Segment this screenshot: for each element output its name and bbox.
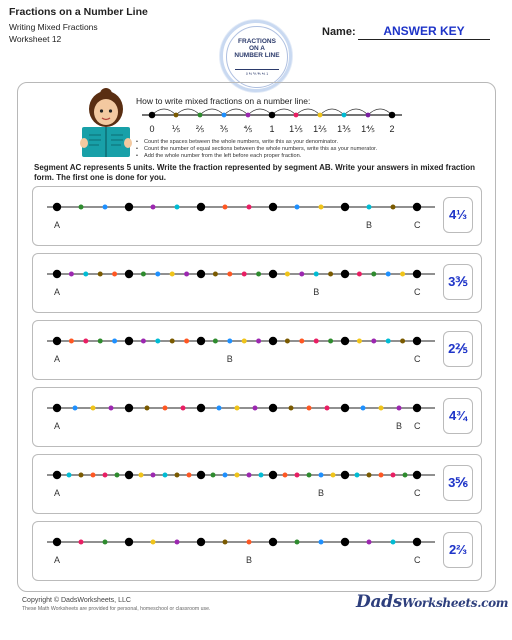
example-dot: [389, 112, 396, 119]
whole-number-dot: [413, 203, 421, 211]
fraction-dot: [163, 406, 168, 411]
whole-number-dot: [197, 270, 205, 278]
problem-prompt: Segment AC represents 5 units. Write the fraction represented by segment AB. Write your answers in mixed fraction form. The first one is done for you.: [34, 163, 475, 182]
fraction-dot: [73, 406, 78, 411]
fraction-dot: [112, 339, 117, 344]
whole-number-dot: [269, 270, 277, 278]
fraction-dot: [391, 540, 396, 545]
fraction-dot: [295, 540, 300, 545]
example-number-line: [140, 103, 420, 139]
fraction-dot: [223, 473, 228, 478]
problem-row: [32, 454, 482, 514]
girl-reading-illustration: [78, 87, 134, 159]
example-tick-label: 1⅘: [361, 124, 375, 134]
fraction-dot: [307, 473, 312, 478]
whole-number-dot: [125, 471, 133, 479]
whole-number-dot: [341, 337, 349, 345]
answer-box[interactable]: 2⅖: [443, 331, 473, 367]
fraction-dot: [379, 406, 384, 411]
fraction-dot: [79, 473, 84, 478]
fraction-dot: [163, 473, 168, 478]
problem-row: [32, 320, 482, 380]
worksheet-number: Worksheet 12: [9, 34, 62, 44]
point-label-c: C: [414, 220, 421, 230]
example-tick-label: ⅗: [219, 124, 229, 134]
example-tick-label: 0: [149, 124, 155, 134]
fraction-dot: [170, 272, 175, 277]
whole-number-dot: [53, 404, 61, 412]
fraction-dot: [319, 473, 324, 478]
fraction-dot: [247, 540, 252, 545]
fraction-dot: [319, 205, 324, 210]
example-arc: [344, 109, 368, 115]
example-arc: [152, 109, 176, 115]
whole-number-dot: [197, 337, 205, 345]
fraction-dot: [155, 339, 160, 344]
whole-number-dot: [413, 337, 421, 345]
whole-number-dot: [125, 538, 133, 546]
whole-number-dot: [125, 270, 133, 278]
problem-number-line: [33, 321, 481, 379]
fraction-dot: [355, 473, 360, 478]
point-label-c: C: [414, 354, 421, 364]
fraction-dot: [98, 272, 103, 277]
fraction-dot: [184, 272, 189, 277]
fraction-dot: [235, 473, 240, 478]
whole-number-dot: [125, 404, 133, 412]
example-arc: [176, 109, 200, 115]
example-arc: [368, 109, 392, 115]
problem-row: [32, 521, 482, 581]
fraction-dot: [103, 540, 108, 545]
fraction-dot: [103, 205, 108, 210]
whole-number-dot: [413, 404, 421, 412]
whole-number-dot: [341, 203, 349, 211]
problem-row: [32, 186, 482, 246]
logo-ticks: 0 ⅕ ⅖ ⅗ ⅘ 1: [245, 72, 269, 76]
fraction-dot: [83, 272, 88, 277]
fraction-dot: [211, 473, 216, 478]
example-dot: [342, 113, 347, 118]
whole-number-dot: [341, 270, 349, 278]
whole-number-dot: [197, 203, 205, 211]
fraction-dot: [331, 473, 336, 478]
fraction-dot: [83, 339, 88, 344]
fraction-dot: [112, 272, 117, 277]
point-label-a: A: [54, 287, 61, 297]
whole-number-dot: [413, 270, 421, 278]
fraction-dot: [400, 339, 405, 344]
example-arc: [200, 109, 224, 115]
whole-number-dot: [197, 404, 205, 412]
whole-number-dot: [341, 471, 349, 479]
whole-number-dot: [413, 471, 421, 479]
whole-number-dot: [197, 538, 205, 546]
example-tick-label: ⅕: [171, 124, 181, 134]
point-label-a: A: [54, 421, 61, 431]
fraction-dot: [91, 473, 96, 478]
point-label-a: A: [54, 488, 61, 498]
whole-number-dot: [53, 203, 61, 211]
fraction-dot: [295, 473, 300, 478]
fraction-dot: [299, 272, 304, 277]
fraction-dot: [223, 540, 228, 545]
example-arc: [320, 109, 344, 115]
example-arc: [296, 109, 320, 115]
fraction-dot: [145, 406, 150, 411]
example-arc: [248, 109, 272, 115]
copyright-text: Copyright © DadsWorksheets, LLC: [22, 597, 131, 604]
fraction-dot: [319, 540, 324, 545]
problem-row: [32, 253, 482, 313]
example-tick-label: ⅘: [243, 124, 253, 134]
example-dot: [198, 113, 203, 118]
answer-box[interactable]: 4¾: [443, 398, 473, 434]
fraction-dot: [253, 406, 258, 411]
fraction-dot: [187, 473, 192, 478]
fraction-dot: [115, 473, 120, 478]
fraction-dot: [109, 406, 114, 411]
problem-number-line: [33, 187, 481, 245]
point-label-a: A: [54, 555, 61, 565]
fraction-dot: [213, 272, 218, 277]
problem-number-line: [33, 388, 481, 446]
whole-number-dot: [53, 471, 61, 479]
answer-box[interactable]: 3⅚: [443, 465, 473, 501]
fraction-dot: [256, 339, 261, 344]
example-tick-label: 1: [269, 124, 275, 134]
usage-note: These Math Worksheets are provided for personal, homeschool or classroom use.: [22, 606, 211, 612]
whole-number-dot: [413, 538, 421, 546]
example-tick-label: 1⅗: [337, 124, 351, 134]
name-field[interactable]: ANSWER KEY: [358, 24, 490, 40]
fraction-dot: [67, 473, 72, 478]
point-label-b: B: [313, 287, 320, 297]
answer-box[interactable]: 3⅗: [443, 264, 473, 300]
fraction-dot: [91, 406, 96, 411]
problem-row: [32, 387, 482, 447]
example-tick-label: 1⅕: [289, 124, 303, 134]
fraction-dot: [175, 540, 180, 545]
fraction-dot: [283, 473, 288, 478]
fraction-dot: [325, 406, 330, 411]
instruction-bullet: • Add the whole number from the left before each proper fraction.: [136, 153, 377, 160]
example-dot: [294, 113, 299, 118]
fraction-dot: [235, 406, 240, 411]
whole-number-dot: [269, 538, 277, 546]
fraction-dot: [314, 339, 319, 344]
problem-number-line: [33, 522, 481, 580]
point-label-b: B: [318, 488, 325, 498]
whole-number-dot: [341, 538, 349, 546]
worksheet-subtitle: Writing Mixed Fractions: [9, 22, 98, 32]
whole-number-dot: [269, 203, 277, 211]
fraction-dot: [295, 205, 300, 210]
answer-box[interactable]: 2⅔: [443, 532, 473, 568]
logo-text: FRACTIONS ON A NUMBER LINE: [234, 38, 280, 59]
fraction-dot: [357, 272, 362, 277]
fraction-dot: [227, 339, 232, 344]
instruction-bullet: • Count the spaces between the whole numbers, write this as your denominator.: [136, 139, 377, 146]
whole-number-dot: [53, 337, 61, 345]
fraction-dot: [371, 339, 376, 344]
fraction-dot: [328, 339, 333, 344]
whole-number-dot: [125, 203, 133, 211]
fraction-dot: [299, 339, 304, 344]
fraction-dot: [386, 272, 391, 277]
fraction-dot: [170, 339, 175, 344]
example-dot: [149, 112, 156, 119]
point-label-b: B: [365, 220, 372, 230]
point-label-c: C: [414, 421, 421, 431]
fraction-dot: [367, 205, 372, 210]
fraction-dot: [397, 406, 402, 411]
point-label-b: B: [246, 555, 253, 565]
fraction-dot: [386, 339, 391, 344]
fraction-dot: [141, 272, 146, 277]
whole-number-dot: [269, 337, 277, 345]
whole-number-dot: [197, 471, 205, 479]
point-label-a: A: [54, 354, 61, 364]
fraction-dot: [256, 272, 261, 277]
point-label-c: C: [414, 287, 421, 297]
example-dot: [174, 113, 179, 118]
fraction-dot: [247, 473, 252, 478]
fraction-dot: [141, 339, 146, 344]
fraction-dot: [328, 272, 333, 277]
whole-number-dot: [53, 538, 61, 546]
brand-logo: DadsWorksheets.com: [356, 592, 509, 612]
fraction-dot: [184, 339, 189, 344]
fraction-dot: [379, 473, 384, 478]
problem-number-line: [33, 455, 481, 513]
example-dot: [246, 113, 251, 118]
point-label-c: C: [414, 555, 421, 565]
problem-number-line: [33, 254, 481, 312]
fraction-dot: [285, 339, 290, 344]
fraction-dot: [151, 473, 156, 478]
fraction-dot: [285, 272, 290, 277]
whole-number-dot: [269, 471, 277, 479]
instruction-bullet: • Count the number of equal sections between the whole numbers, write this as your numerator.: [136, 146, 377, 153]
fraction-dot: [217, 406, 222, 411]
fraction-dot: [151, 205, 156, 210]
fraction-dot: [361, 406, 366, 411]
fraction-dot: [400, 272, 405, 277]
point-label-b: B: [226, 354, 233, 364]
name-label: Name:: [322, 26, 356, 38]
fraction-dot: [213, 339, 218, 344]
fraction-dot: [242, 339, 247, 344]
worksheet-title: Fractions on a Number Line: [9, 6, 148, 18]
fraction-dot: [391, 205, 396, 210]
example-tick-label: ⅖: [195, 124, 205, 134]
example-arc: [224, 109, 248, 115]
fraction-dot: [357, 339, 362, 344]
fraction-dot: [98, 339, 103, 344]
fraction-dot: [367, 540, 372, 545]
fraction-dot: [307, 406, 312, 411]
fraction-dot: [259, 473, 264, 478]
fraction-dot: [247, 205, 252, 210]
point-label-b: B: [396, 421, 403, 431]
fraction-dot: [227, 272, 232, 277]
example-tick-label: 2: [389, 124, 395, 134]
fraction-dot: [403, 473, 408, 478]
point-label-a: A: [54, 220, 61, 230]
point-label-c: C: [414, 488, 421, 498]
example-arc: [272, 109, 296, 115]
example-dot: [318, 113, 323, 118]
fraction-dot: [79, 540, 84, 545]
example-dot: [222, 113, 227, 118]
fraction-dot: [69, 339, 74, 344]
fraction-dot: [289, 406, 294, 411]
instruction-bullets: [136, 139, 377, 160]
fraction-dot: [155, 272, 160, 277]
fraction-dot: [139, 473, 144, 478]
whole-number-dot: [269, 404, 277, 412]
fraction-dot: [371, 272, 376, 277]
fraction-dot: [391, 473, 396, 478]
whole-number-dot: [341, 404, 349, 412]
fraction-dot: [79, 205, 84, 210]
whole-number-dot: [125, 337, 133, 345]
whole-number-dot: [53, 270, 61, 278]
fraction-dot: [223, 205, 228, 210]
example-title: How to write mixed fractions on a number line:: [136, 96, 311, 106]
fraction-dot: [181, 406, 186, 411]
fraction-dot: [175, 473, 180, 478]
fraction-dot: [314, 272, 319, 277]
fraction-dot: [151, 540, 156, 545]
fraction-dot: [103, 473, 108, 478]
fraction-dot: [242, 272, 247, 277]
fraction-dot: [367, 473, 372, 478]
example-dot: [366, 113, 371, 118]
answer-box[interactable]: 4⅓: [443, 197, 473, 233]
fraction-dot: [175, 205, 180, 210]
fraction-dot: [69, 272, 74, 277]
example-tick-label: 1⅖: [313, 124, 327, 134]
example-dot: [269, 112, 276, 119]
